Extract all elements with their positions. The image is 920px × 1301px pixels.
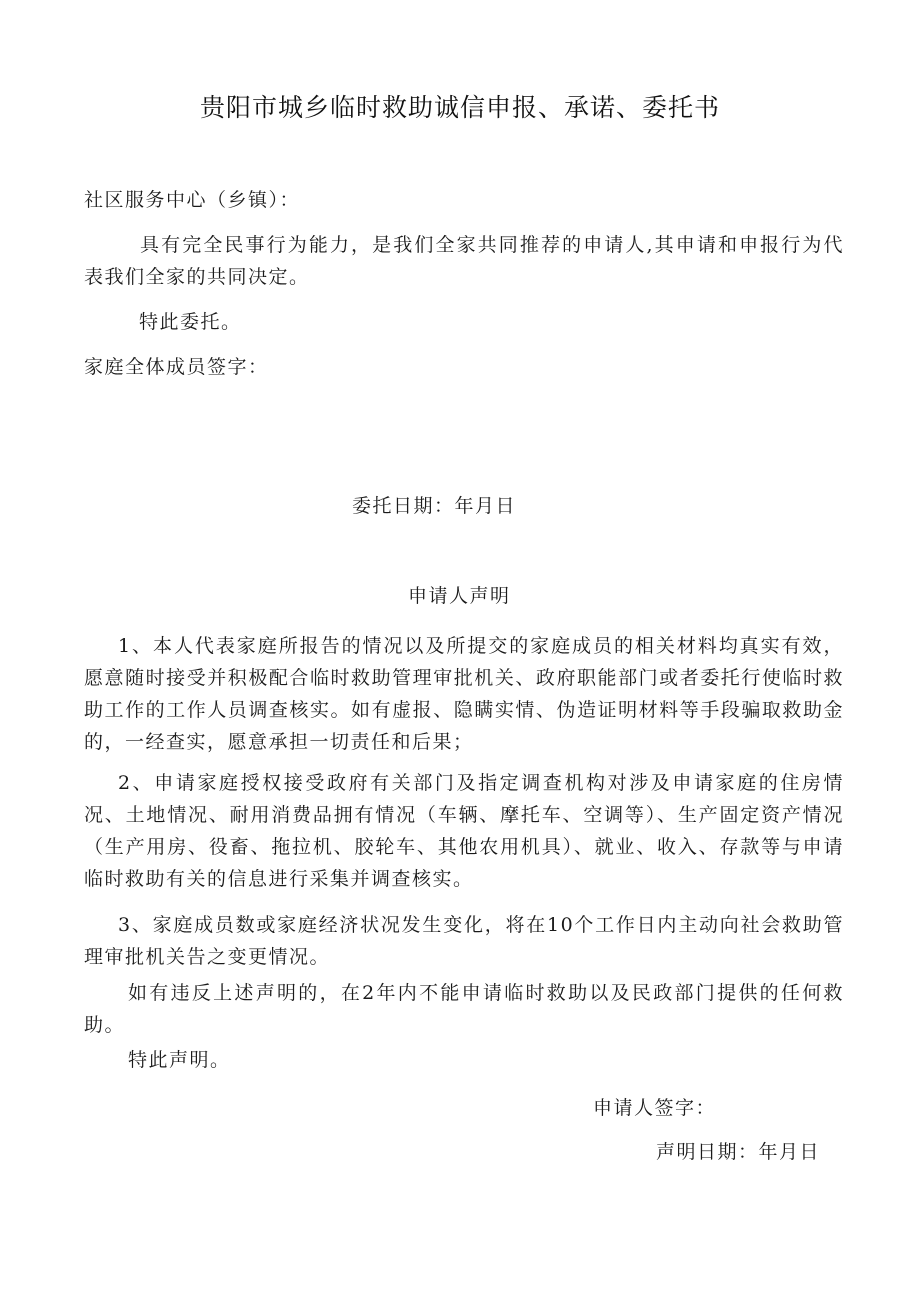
addressee-line: 社区服务中心（乡镇）： <box>84 189 301 211</box>
violation-clause: 如有违反上述声明的，在2年内不能申请临时救助以及民政部门提供的任何救助。 <box>84 982 844 1036</box>
declaration-item-1: 1、本人代表家庭所报告的情况以及所提交的家庭成员的相关材料均真实有效，愿意随时接受并积极配合临时救助管理审批机关、政府职能部门或者委托行使临时救助工作的工作人员调查核实。如有虚报、隐瞒实情、伪造证明材料等手段骗取救助金的，一经查实，愿意承担一切责任和后果； <box>84 635 844 753</box>
declaration-closing: 特此声明。 <box>128 1049 231 1071</box>
document-title: 贵阳市城乡临时救助诚信申报、承诺、委托书 <box>199 93 720 122</box>
declaration-item-3: 3、家庭成员数或家庭经济状况发生变化，将在10个工作日内主动向社会救助管理审批机关告之变更情况。 <box>84 914 844 968</box>
declaration-item-2: 2、申请家庭授权接受政府有关部门及指定调查机构对涉及申请家庭的住房情况、土地情况、耐用消费品拥有情况（车辆、摩托车、空调等）、生产固定资产情况（生产用房、役畜、拖拉机、胶轮车、其他农用机具）、就业、收入、存款等与申请临时救助有关的信息进行采集并调查核实。 <box>84 772 844 890</box>
family-signature-label: 家庭全体成员签字： <box>84 356 269 378</box>
entrust-closing: 特此委托。 <box>139 311 242 333</box>
applicant-signature-label: 申请人签字： <box>593 1097 717 1119</box>
entrust-paragraph: 具有完全民事行为能力，是我们全家共同推荐的申请人,其申请和申报行为代表我们全家的共同决定。 <box>84 234 844 288</box>
declaration-date-label: 声明日期：年月日 <box>656 1141 821 1163</box>
entrust-date-label: 委托日期：年月日 <box>352 495 517 517</box>
declaration-heading: 申请人声明 <box>408 585 511 607</box>
